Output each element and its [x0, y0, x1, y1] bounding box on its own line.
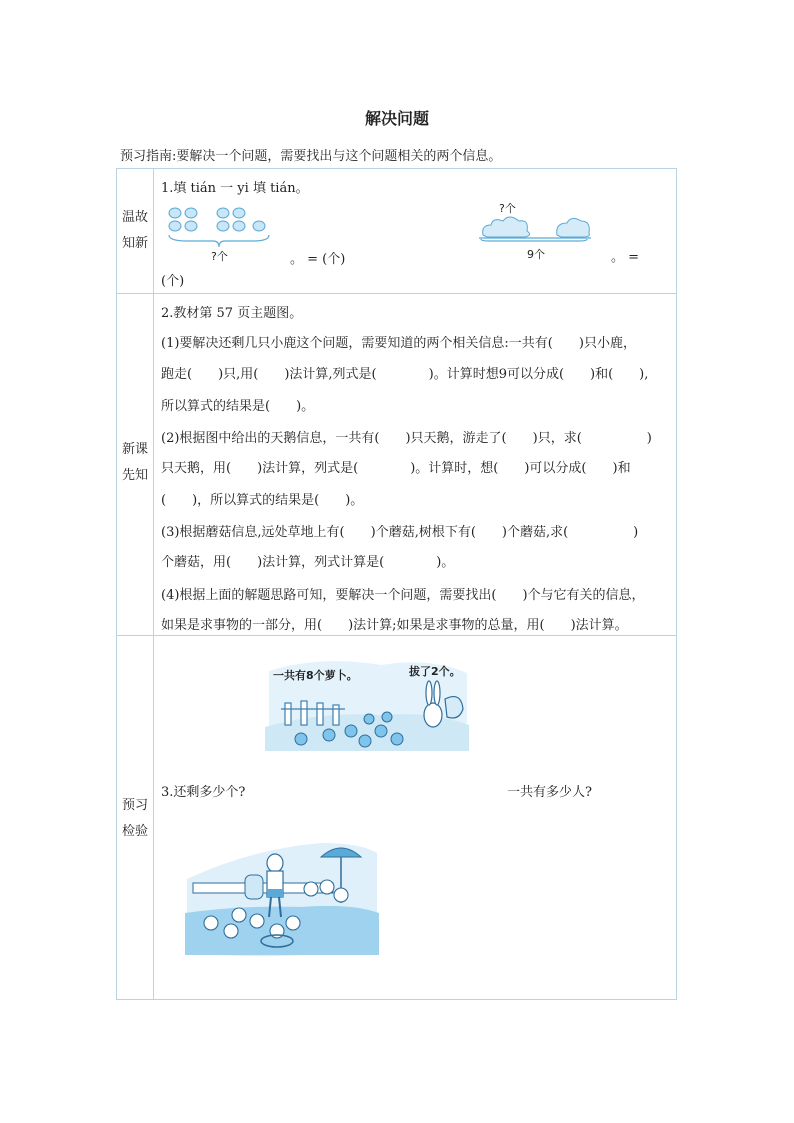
task-line-8: 个蘑菇，用( )法计算，列式计算是( )。: [161, 555, 455, 570]
task-line-0: 2.教材第 57 页主题图。: [161, 306, 303, 321]
task-line-6: ( )，所以算式的结果是( )。: [161, 493, 364, 508]
left-caption: ?个: [211, 250, 228, 263]
review-label: 温故 知新: [121, 210, 148, 251]
radish-total-bubble: 一共有8个萝卜。: [273, 669, 358, 682]
right-top-label: ?个: [499, 202, 516, 215]
radish-pulled-bubble: 拔了2个。: [409, 665, 461, 678]
pool-scene-illustration: [181, 809, 381, 959]
review-prompt: 1.填 tián 一 yi 填 tián。: [161, 181, 309, 196]
row-divider-1: [117, 293, 676, 294]
task-line-2: 跑走( )只,用( )法计算,列式是( )。计算时想9可以分成( )和( ),: [161, 367, 649, 382]
trailing-unit: (个): [161, 274, 185, 289]
task-line-3: 所以算式的结果是( )。: [161, 399, 315, 414]
task-line-4: (2)根据图中给出的天鹅信息，一共有( )只天鹅，游走了( )只，求( ): [161, 431, 652, 446]
new-lesson-label: 新课 先知: [121, 442, 148, 483]
right-equation: 。 =: [611, 250, 640, 265]
preview-guide: 预习指南:要解决一个问题，需要找出与这个问题相关的两个信息。: [120, 149, 502, 164]
question-remaining: 3.还剩多少个?: [161, 785, 246, 800]
page-title: 解决问题: [364, 109, 429, 128]
task-line-1: (1)要解决还剩几只小鹿这个问题，需要知道的两个相关信息:一共有( )只小鹿，: [161, 336, 636, 351]
task-line-7: (3)根据蘑菇信息,远处草地上有( )个蘑菇,树根下有( )个蘑菇,求( ): [161, 525, 639, 540]
task-line-10: 如果是求事物的一部分，用( )法计算;如果是求事物的总量，用( )法计算。: [161, 618, 628, 633]
worksheet-table: [116, 168, 677, 1000]
task-line-5: 只天鹅，用( )法计算，列式是( )。计算时，想( )可以分成( )和: [161, 461, 631, 476]
left-equation: 。 = (个): [290, 252, 346, 267]
right-caption: 9个: [527, 248, 545, 261]
check-label: 预习 检验: [121, 798, 148, 839]
row-divider-2: [117, 635, 676, 636]
question-total-people: 一共有多少人?: [507, 785, 592, 800]
task-line-9: (4)根据上面的解题思路可知，要解决一个问题，需要找出( )个与它有关的信息，: [161, 588, 645, 603]
cloud-bracket-illustration: [479, 209, 595, 245]
